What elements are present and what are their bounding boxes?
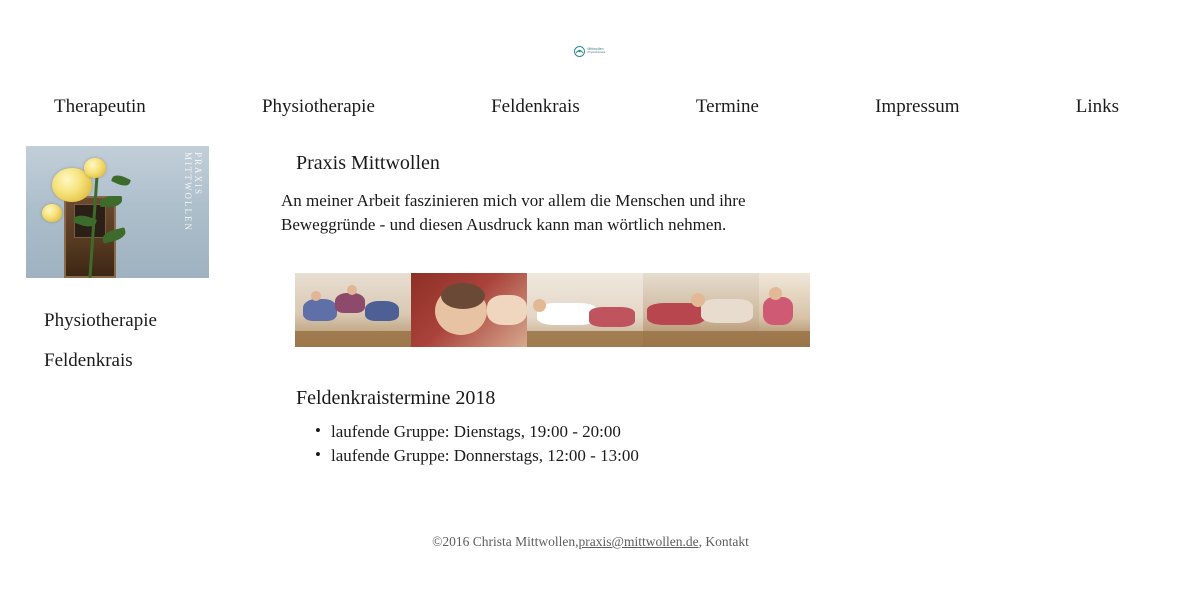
praxis-logo[interactable]: [573, 40, 609, 62]
photo-head: [311, 291, 321, 301]
page-body: [0, 146, 1181, 468]
footer-copyright: ©2016 Christa Mittwollen,: [432, 534, 579, 549]
photo-figure: [335, 293, 365, 313]
main-navigation: [0, 96, 1181, 118]
photo-strip-image-3: [527, 273, 643, 347]
photo-floor: [527, 331, 643, 347]
page-title: Praxis Mittwollen: [296, 152, 440, 174]
photo-rose-bud: [42, 204, 62, 222]
nav-item-physiotherapie[interactable]: Physiotherapie: [261, 96, 375, 117]
photo-figure: [763, 297, 793, 325]
nav-item-links[interactable]: Links: [1075, 96, 1119, 117]
nav-item-termine[interactable]: Termine: [695, 96, 759, 117]
logo-area: [0, 0, 1181, 62]
photo-strip-image-5: [759, 273, 810, 347]
nav-item-impressum[interactable]: Impressum: [875, 96, 960, 117]
sidebar-item-physiotherapie[interactable]: Physiotherapie: [44, 310, 157, 331]
photo-rose-bud: [84, 158, 106, 178]
site-footer: [0, 534, 1181, 550]
main-content: [254, 146, 1181, 468]
termine-list: [281, 420, 1181, 468]
list-item: • laufende Gruppe: Dienstags, 19:00 - 20:00: [315, 420, 1181, 444]
photo-hands: [487, 295, 527, 325]
logo-mark-icon: [573, 45, 586, 58]
photo-floor: [759, 331, 810, 347]
photo-head: [347, 285, 357, 295]
nav-item-therapeutin[interactable]: Therapeutin: [54, 96, 146, 117]
photo-strip-feldenkrais: [295, 273, 810, 347]
photo-floor: [643, 331, 759, 347]
footer-contact: , Kontakt: [698, 534, 749, 549]
photo-head: [769, 287, 782, 300]
photo-head: [533, 299, 546, 312]
nav-item-feldenkrais[interactable]: Feldenkrais: [491, 96, 580, 117]
photo-figure: [537, 303, 597, 325]
sidebar-links: [26, 310, 254, 372]
logo-line2: Physiotherapie: [587, 50, 606, 54]
sidebar: [26, 146, 254, 468]
sidebar-photo-caption: PRAXIS MITTWOLLEN: [183, 152, 203, 232]
logo-line1: Mittwollen: [587, 46, 604, 51]
photo-head: [691, 293, 705, 307]
sidebar-item-feldenkrais[interactable]: Feldenkrais: [44, 350, 133, 371]
termine-title: Feldenkraistermine 2018: [296, 387, 496, 409]
photo-figure: [589, 307, 635, 327]
photo-floor: [295, 331, 411, 347]
photo-figure: [701, 299, 753, 323]
photo-figure: [303, 299, 337, 321]
footer-email-link[interactable]: praxis@mittwollen.de: [578, 534, 699, 549]
photo-strip-image-4: [643, 273, 759, 347]
sidebar-photo-rose-house: [26, 146, 209, 278]
photo-strip-image-2: [411, 273, 527, 347]
photo-figure: [365, 301, 399, 321]
logo-text: [588, 48, 606, 55]
intro-paragraph: An meiner Arbeit faszinieren mich vor allem die Menschen und ihre Beweggründe - und diesen Ausdruck kann man wörtlich nehmen.: [281, 191, 746, 234]
photo-hair: [441, 283, 485, 309]
list-item: • laufende Gruppe: Donnerstags, 12:00 - 13:00: [315, 444, 1181, 468]
photo-strip-image-1: [295, 273, 411, 347]
